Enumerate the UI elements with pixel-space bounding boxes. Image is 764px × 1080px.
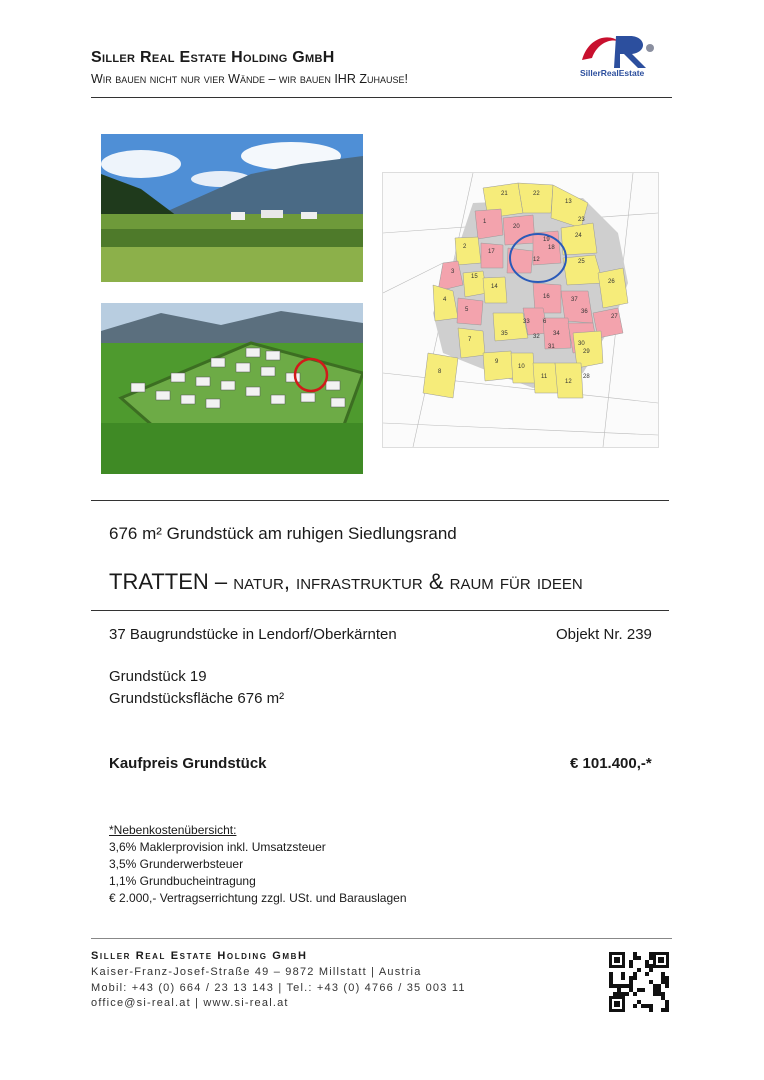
plot-label: Grundstück 19: [109, 668, 207, 685]
plot-number-29: 29: [583, 349, 590, 355]
plot-number-23: 23: [578, 217, 585, 223]
plot-number-4: 4: [443, 297, 447, 303]
footer-company: Siller Real Estate Holding GmbH: [91, 950, 308, 962]
cost-item: € 2.000,- Vertragserrichtung zzgl. USt. und Barauslagen: [109, 891, 407, 905]
qr-code[interactable]: [609, 952, 669, 1012]
plot-number-1: 1: [483, 219, 487, 225]
plot-number-3: 3: [451, 269, 455, 275]
project-title: TRATTEN – natur, infrastruktur & raum für ideen: [109, 569, 583, 594]
plot-area: Grundstücksfläche 676 m²: [109, 690, 285, 707]
section-divider-bottom: [91, 610, 669, 611]
logo-mark-icon: [568, 28, 672, 72]
cost-heading: *Nebenkostenübersicht:: [109, 823, 237, 837]
settlement-rendering: [101, 303, 363, 474]
section-divider-top: [91, 500, 669, 501]
plot-number-15: 15: [471, 274, 478, 280]
footer-divider: [91, 938, 672, 939]
plot-number-28: 28: [583, 374, 590, 380]
cost-item: 1,1% Grundbucheintragung: [109, 874, 256, 888]
plot-number-25: 25: [578, 259, 585, 265]
plot-number-9: 9: [495, 359, 499, 365]
price-value: € 101.400,-*: [570, 755, 652, 772]
plot-number-19: 19: [543, 237, 550, 243]
plot-number-22: 22: [533, 191, 540, 197]
logo-text: SillerRealEstate: [580, 68, 645, 78]
plot-number-37: 37: [571, 297, 578, 303]
plot-number-20: 20: [513, 224, 520, 230]
plot-number-30: 30: [578, 341, 585, 347]
plot-number-21: 21: [501, 191, 508, 197]
plot-number-36: 36: [581, 309, 588, 315]
footer-phone: Mobil: +43 (0) 664 / 23 13 143 | Tel.: +43 (0) 4766 / 35 003 11: [91, 982, 466, 994]
cost-item: 3,5% Grunderwerbsteuer: [109, 857, 244, 871]
footer-web: office@si-real.at | www.si-real.at: [91, 997, 289, 1009]
plot-number-11: 11: [541, 374, 548, 380]
price-label: Kaufpreis Grundstück: [109, 755, 267, 772]
plot-number-12: 12: [533, 257, 540, 263]
company-name: Siller Real Estate Holding GmbH: [91, 49, 335, 66]
cost-item: 3,6% Maklerprovision inkl. Umsatzsteuer: [109, 840, 326, 854]
plot-number-18: 18: [548, 245, 555, 251]
plot-number-2: 2: [463, 244, 467, 250]
plot-number-35: 35: [501, 331, 508, 337]
site-plan: [382, 172, 659, 448]
plot-number-24: 24: [575, 233, 582, 239]
listing-headline: 676 m² Grundstück am ruhigen Siedlungsrand: [109, 524, 457, 543]
footer-address: Kaiser-Franz-Josef-Straße 49 – 9872 Millstatt | Austria: [91, 966, 422, 978]
plot-number-31: 31: [548, 344, 555, 350]
plot-number-5: 5: [465, 307, 469, 313]
project-subtitle: 37 Baugrundstücke in Lendorf/Oberkärnten: [109, 626, 397, 643]
company-slogan: Wir bauen nicht nur vier Wände – wir bauen IHR Zuhause!: [91, 72, 408, 86]
plot-number-33: 33: [523, 319, 530, 325]
plot-number-32: 32: [533, 334, 540, 340]
plot-number-17: 17: [488, 249, 495, 255]
cost-overview: [109, 822, 407, 907]
header-divider: [91, 97, 672, 98]
company-logo: [568, 28, 672, 84]
plot-number-12: 12: [565, 379, 572, 385]
plot-number-27: 27: [611, 314, 618, 320]
plot-number-13: 13: [565, 199, 572, 205]
plot-number-26: 26: [608, 279, 615, 285]
plot-number-7: 7: [468, 337, 472, 343]
plot-number-34: 34: [553, 331, 560, 337]
object-number: Objekt Nr. 239: [556, 626, 652, 643]
plot-number-16: 16: [543, 294, 550, 300]
landscape-photo: [101, 134, 363, 282]
plot-number-8: 8: [438, 369, 442, 375]
plot-number-10: 10: [518, 364, 525, 370]
plot-number-14: 14: [491, 284, 498, 290]
plot-number-6: 6: [543, 319, 547, 325]
